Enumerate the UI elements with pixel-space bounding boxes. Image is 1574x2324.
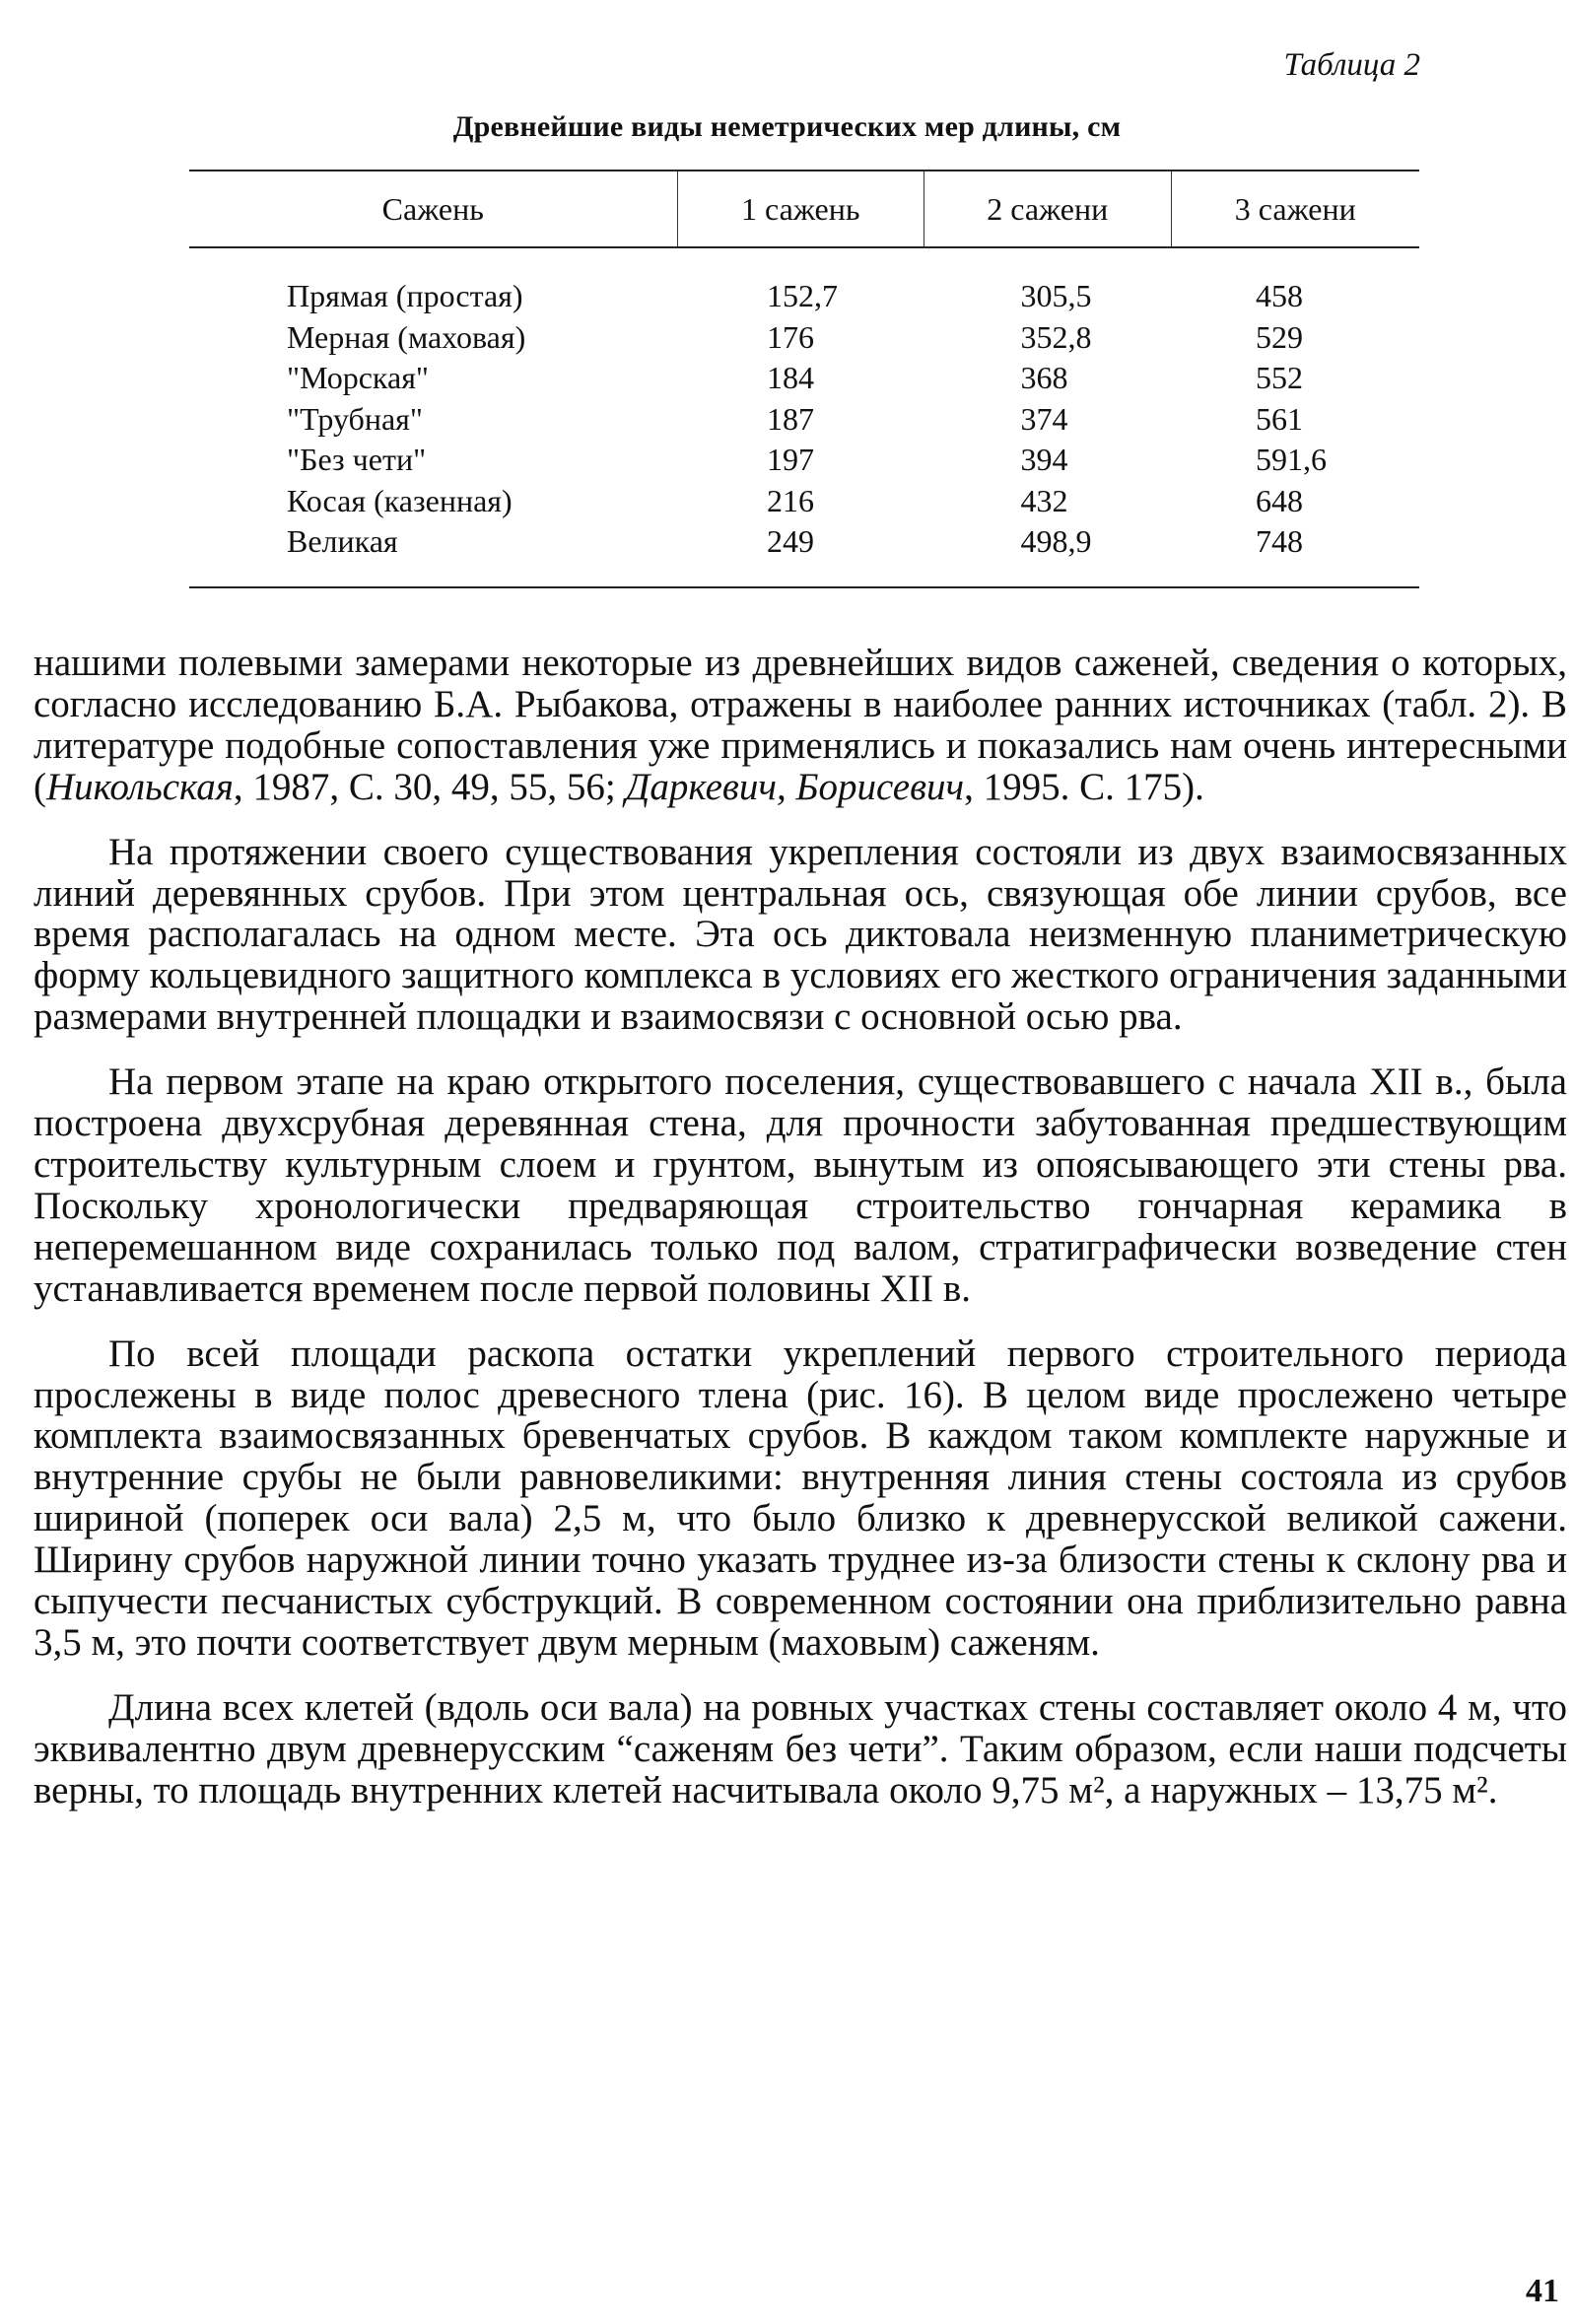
row-name: Великая [287, 523, 398, 559]
table-row [189, 317, 1419, 359]
row-value-2: 368 [1020, 360, 1068, 395]
row-value-2: 305,5 [1020, 278, 1092, 313]
paragraph-4: По всей площади раскопа остатки укреплений первого строительного периода прослежены в виде полос древесного тлена (рис. 16). В целом виде прослежено четыре комплекта взаимосвязанных бревенчатых срубов. В каждом таком комплекте наружные и внутренние срубы не были равновеликими: внутренняя линия стены состояла из срубов шириной (поперек оси вала) 2,5 м, что было близко к древнерусской великой сажени. Ширину срубов наружной линии точно указать труднее из-за близости стены к склону рва и сыпучести песчанистых субструкций. В современном состоянии она приблизительно равна 3,5 м, это почти соответствует двум мерным (маховым) саженям. [34, 1332, 1567, 1664]
page-number: 41 [1526, 2273, 1559, 2309]
row-value-3: 458 [1256, 278, 1304, 313]
row-value-1: 187 [767, 400, 815, 437]
row-value-3: 591,6 [1256, 442, 1328, 477]
row-value-1: 249 [767, 523, 815, 559]
header-3-sazheni: 3 сажени [1171, 171, 1419, 247]
table-header-row [189, 171, 1419, 247]
paragraph-2: На протяжении своего существования укрепления состояли из двух взаимосвязанных линий деревянных срубов. При этом центральная ось, связующая обе линии срубов, все время располагалась на одном месте. Эта ось диктовала неизменную планиметрическую форму кольцевидного защитного комплекса в условиях его жесткого ограничения заданными размерами внутренней площадки и взаимосвязи с основной осью рва. [34, 830, 1567, 1039]
table-row [189, 358, 1419, 399]
table-row [189, 440, 1419, 481]
paragraph-1 [34, 643, 1567, 808]
row-value-2: 498,9 [1020, 523, 1092, 559]
table-row [189, 481, 1419, 522]
body-text [34, 643, 1567, 1835]
row-value-3: 529 [1256, 318, 1304, 355]
row-name: Косая (казенная) [287, 482, 513, 518]
header-1-sazhen: 1 сажень [677, 171, 924, 247]
row-value-2: 374 [1020, 400, 1068, 437]
table-row [189, 276, 1419, 317]
row-value-2: 394 [1020, 442, 1068, 477]
header-sazhen: Сажень [189, 171, 677, 247]
citation-nikolskaya: Никольская [46, 765, 234, 808]
row-value-1: 184 [767, 360, 815, 395]
row-value-2: 352,8 [1020, 318, 1092, 355]
row-value-3: 552 [1256, 360, 1304, 395]
paragraph-5: Длина всех клетей (вдоль оси вала) на ровных участках стены составляет около 4 м, что эквивалентно двум древнерусским “саженям без чети”. Таким образом, если наши подсчеты верны, то площадь внутренних клетей насчитывала около 9,75 м², а наружных – 13,75 м². [34, 1685, 1567, 1811]
row-name: "Морская" [287, 360, 429, 395]
row-value-1: 176 [767, 318, 815, 355]
table-row [189, 399, 1419, 441]
row-value-3: 648 [1256, 482, 1304, 518]
table-caption: Древнейшие виды неметрических мер длины, см [452, 110, 1122, 143]
table-row [189, 521, 1419, 563]
paragraph-1-text: нашими полевыми замерами некоторые из древнейших видов саженей, сведения о которых, согласно исследованию Б.А. Рыбакова, отражены в наиболее ранних источниках (табл. 2). В литературе подобные сопоставления уже применялись и показались нам очень интересными ( [34, 642, 1567, 808]
row-value-3: 561 [1256, 400, 1304, 437]
paragraph-1-text-b: , 1987, С. 30, 49, 55, 56; [233, 765, 626, 808]
header-2-sazheni: 2 сажени [924, 171, 1172, 247]
row-name: "Без чети" [287, 442, 427, 477]
table-label: Таблица 2 [1283, 47, 1420, 83]
row-name: "Трубная" [287, 400, 423, 437]
row-value-1: 197 [767, 442, 815, 477]
citation-darkevich: Даркевич, Борисевич [625, 765, 965, 808]
row-name: Мерная (маховая) [287, 318, 526, 355]
paragraph-3: На первом этапе на краю открытого поселения, существовавшего с начала XII в., была построена двухсрубная деревянная стена, для прочности забутованная предшествующим строительству культурным слоем и грунтом, вынутым из опоясывающего эти стены рва. Поскольку хронологически предваряющая строительство гончарная керамика в неперемешанном виде сохранилась только под валом, стратиграфически возведение стен устанавливается временем после первой половины XII в. [34, 1060, 1567, 1310]
row-name: Прямая (простая) [287, 278, 523, 313]
row-value-3: 748 [1256, 523, 1304, 559]
paragraph-1-text-c: , 1995. С. 175). [964, 765, 1204, 808]
measures-table [189, 170, 1419, 588]
row-value-1: 152,7 [767, 278, 839, 313]
row-value-1: 216 [767, 482, 815, 518]
row-value-2: 432 [1020, 482, 1068, 518]
